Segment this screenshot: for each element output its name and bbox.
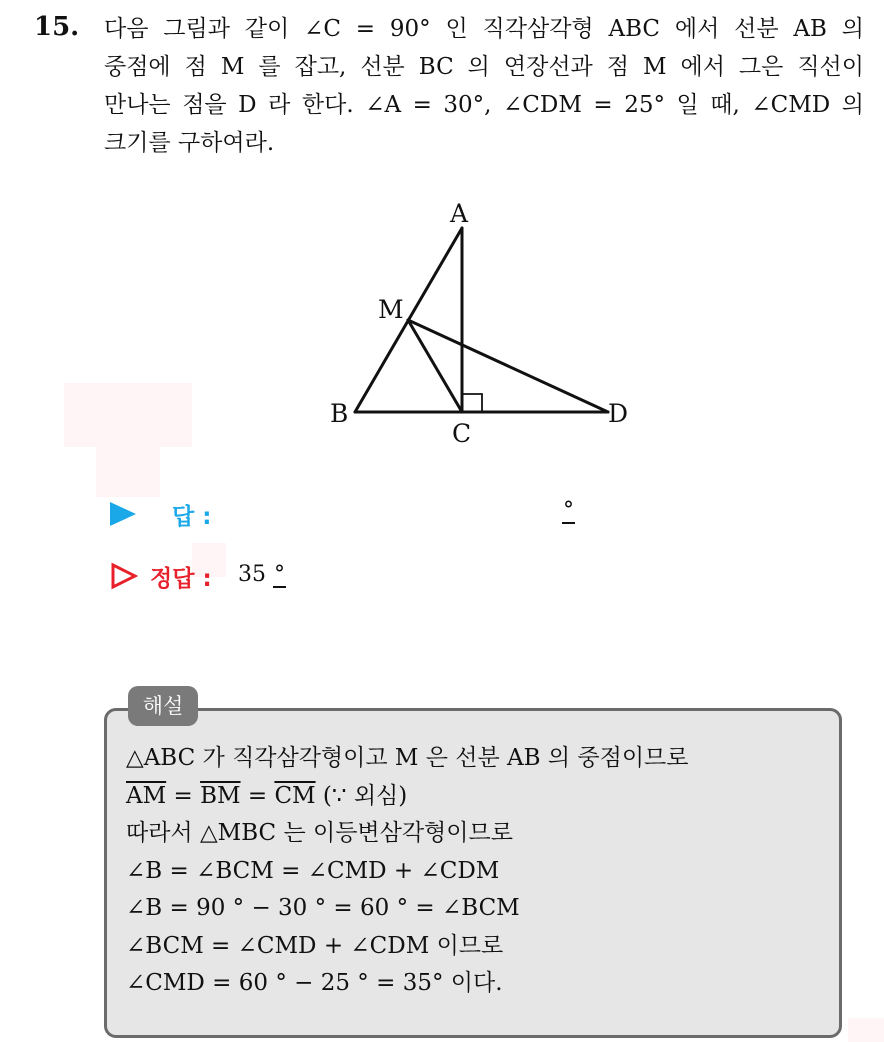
outline-arrow-icon — [110, 562, 138, 590]
solution-line: ∠BCM = ∠CMD + ∠CDM 이므로 — [126, 932, 504, 959]
solution-tab: 해설 — [128, 686, 198, 726]
correct-answer-label: 정답 : — [150, 566, 212, 592]
solution-line: ∠B = ∠BCM = ∠CMD + ∠CDM — [126, 857, 500, 884]
label-d: D — [608, 399, 629, 428]
question-number: 15. — [34, 12, 80, 42]
background-tint — [848, 1018, 884, 1042]
question-line: 다음 그림과 같이 ∠C = 90° 인 직각삼각형 ABC 에서 선분 AB 의 — [104, 16, 864, 42]
solution-line: 따라서 △MBC 는 이등변삼각형이므로 — [126, 820, 513, 846]
answer-blank[interactable] — [562, 498, 575, 524]
equals-sign: = — [240, 782, 275, 809]
background-tint — [64, 383, 192, 447]
correct-answer-number: 35 — [238, 562, 266, 587]
play-arrow-icon — [110, 502, 136, 526]
solution-line — [126, 778, 688, 816]
correct-answer-unit: ° — [274, 562, 285, 587]
solution-text — [126, 740, 688, 1003]
segment-cm: $\overline{CM}$ — [274, 782, 316, 809]
segment-bm: $\overline{BM}$ — [200, 782, 241, 809]
question-line: 중점에 점 M 를 잡고, 선분 BC 의 연장선과 점 M 에서 그은 직선이 — [104, 54, 864, 80]
label-c: C — [452, 419, 472, 448]
label-b: B — [330, 399, 349, 428]
question-line: 크기를 구하여라. — [104, 130, 275, 156]
solution-line: △ABC 가 직각삼각형이고 M 은 선분 AB 의 중점이므로 — [126, 745, 689, 771]
label-m: M — [378, 295, 404, 324]
right-angle-mark — [462, 394, 482, 412]
question-line: 만나는 점을 D 라 한다. ∠A = 30°, ∠CDM = 25° 일 때, ∠CMD 의 — [104, 92, 864, 118]
correct-answer-value — [238, 562, 286, 588]
equals-sign: = — [166, 782, 201, 809]
answer-unit: ° — [563, 498, 574, 523]
background-tint — [96, 447, 160, 497]
answer-row — [110, 498, 574, 532]
solution-note: (∵ 외심) — [315, 782, 408, 809]
solution-line: ∠B = 90 ° − 30 ° = 60 ° = ∠BCM — [126, 895, 520, 921]
correct-answer-row — [110, 560, 410, 594]
segment-md — [408, 320, 608, 412]
segment-am: $\overline{AM}$ — [126, 782, 167, 809]
question-text — [104, 10, 864, 162]
solution-line: ∠CMD = 60 ° − 25 ° = 35° 이다. — [126, 970, 503, 996]
triangle-figure — [320, 192, 640, 452]
label-a: A — [450, 199, 469, 228]
answer-label: 답 : — [172, 504, 212, 530]
